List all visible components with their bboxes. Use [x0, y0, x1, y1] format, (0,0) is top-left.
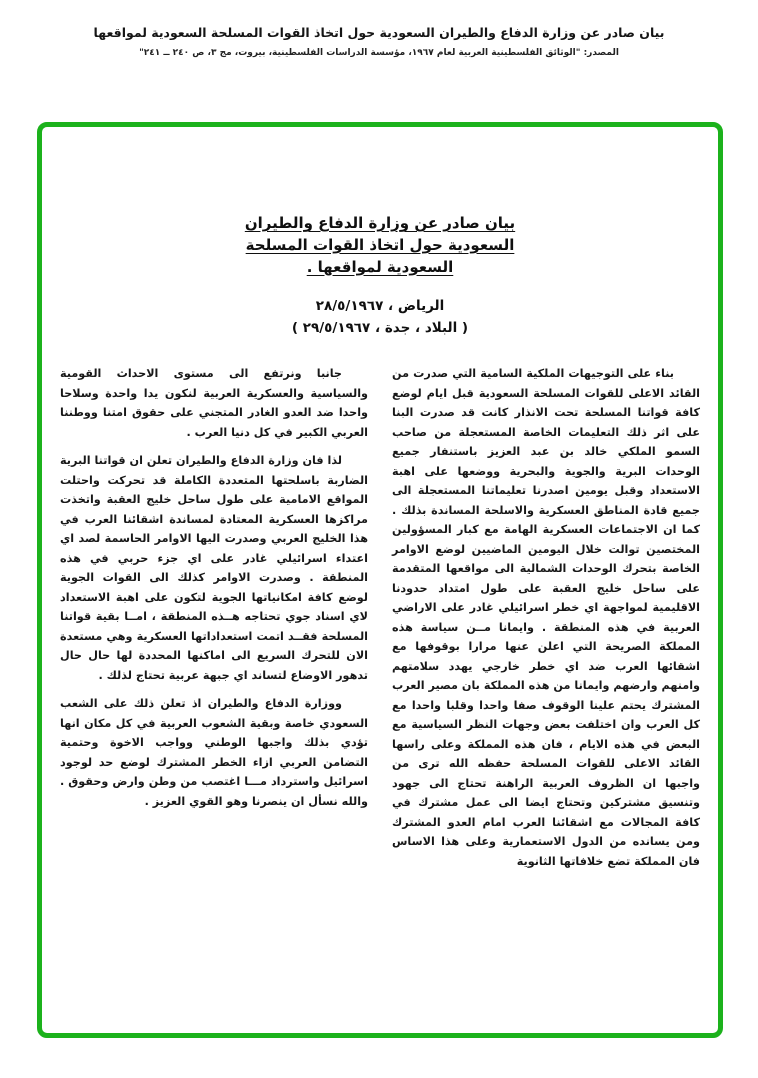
document-title: [42, 213, 718, 278]
column-left: [60, 364, 368, 871]
page-header-source: المصدر: "الوثائق الفلسطينية العربية لعام ١٩٦٧، مؤسسة الدراسات الفلسطينية، بيروت، مج ٣، ص ٢٤٠ ــ ٢٤١": [139, 48, 619, 58]
dateline-city-date: الرياض ، ٢٨/٥/١٩٦٧: [315, 298, 445, 315]
body-paragraph: بناء على التوجيهات الملكية السامية التي صدرت من القائد الاعلى للقوات المسلحة السعودية قبل ايام لوضع كافة قواتنا المسلحة تحت الانذار كانت قد صدرت البنا على اثر ذلك التعليمات الخاصة المستعجلة من صاحب السمو الملكي خالد بن عبد العزيز باستنفار جميع الوحدات البرية والجوية والبحرية ووضعها على اهبة الاستعداد وقبل يومين اصدرنا تعليماتنا المستعجلة الى جميع قادة المناطق العسكرية والاسلحة المساندة بذلك . كما ان الاجتماعات العسكرية الهامة مع كبار المسؤولين المختصين توالت خلال اليومين الماضيين لوضع الاوامر الخاصة بتحرك الوحدات الشمالية الى مواقعها المتقدمة على ساحل خليج العقبة على طول امتداد حدودنا الاقليمية لمواجهة اي خطر اسرائيلي غادر على الاراضي العربية في هذه المنطقة . وايمانا مــن سياسة هذه المملكة الصريحة التي اعلن عنها مرارا بوقوفها مع اشقائها العرب ضد اي خطر خارجي يهدد سلامتهم وامنهم وارضهم وايمانا من هذه المملكة بان مصير العرب المشترك يحتم علينا الوقوف صفا واحدا وقلبا واحدا مع كل العرب وان اختلفت بعض وجهات النظر السياسية مع البعض في هذه الايام ، فان هذه المملكة وعلى راسها القائد الاعلى للقوات المسلحة حفظه الله ترى من واجبها ان الظروف العربية الراهنة تحتاج الى جهود وتنسيق مشتركين وتحتاج ايضا الى عمل مشترك في كافة المجالات مع اشقائنا العرب امام العدو المشترك ومن يسانده من الدول الاستعمارية وعلى هذا الاساس فان المملكة تضع خلافاتها الثانوية: [392, 367, 700, 868]
column-right: [392, 364, 700, 871]
body-paragraph: لذا فان وزارة الدفاع والطيران تعلن ان قواتنا البرية الضاربة باسلحتها المتعددة الكاملة قد تحركت واحتلت المواقع الامامية على طول ساحل خليج العقبة واتخذت مراكزها العسكرية المعتادة لمساندة اشقائنا العرب في هذا الخليج العربي وصدرت اليها الاوامر الحاسمة لصد اي اعتداء اسرائيلي غادر على اي جزء حربي في هذه المنطقة . وصدرت الاوامر كذلك الى القوات الجوية لوضع كافة امكانياتها الجوية لتكون على اهبة الاستعداد لاي اسناد جوي تحتاجه هــذه المنطقة ، امــا بقية قواتنا المسلحة فقــد اتمت استعداداتها العسكرية وهي مستعدة الان للتحرك السريع الى اماكنها المحددة لها حال حال تدهور الاوضاع لتساند اي جبهة عربية تحتاج لذلك .: [60, 454, 368, 682]
body-paragraph: جانبا ونرتفع الى مستوى الاحداث القومية والسياسية والعسكرية العربية لنكون يدا واحدة وسلاحا واحدا ضد العدو الغادر المتجني على حقوق امتنا ووطننا العربي الكبير في كل دنيا العرب .: [60, 367, 368, 439]
document-title-line-2: السعودية حول اتخاذ القوات المسلحة: [245, 235, 515, 254]
dateline-publication: ( البلاد ، جدة ، ٢٩/٥/١٩٦٧ ): [291, 319, 469, 336]
document-body: [42, 364, 718, 871]
page-header: [0, 0, 758, 58]
document-title-line-3: السعودية لمواقعها .: [306, 257, 454, 276]
document-title-line-1: بيان صادر عن وزارة الدفاع والطيران: [244, 214, 516, 232]
document-frame: [37, 122, 723, 1038]
page-header-title: بيان صادر عن وزارة الدفاع والطيران السعودية حول اتخاذ القوات المسلحة السعودية لمواقعها: [93, 25, 665, 40]
dateline: [42, 296, 718, 339]
body-paragraph: ووزارة الدفاع والطيران اذ تعلن ذلك على الشعب السعودي خاصة وبقية الشعوب العربية في كل مكان انها تؤدي بذلك واجبها الوطني وواجب الاخوة وحتمية التضامن العربي ازاء الخطر المشترك لوضع حد لوجود اسرائيل واسترداد مـــا اغتصب من وطن وارض وحقوق . والله نسأل ان ينصرنا وهو القوي العزيز .: [60, 697, 368, 808]
